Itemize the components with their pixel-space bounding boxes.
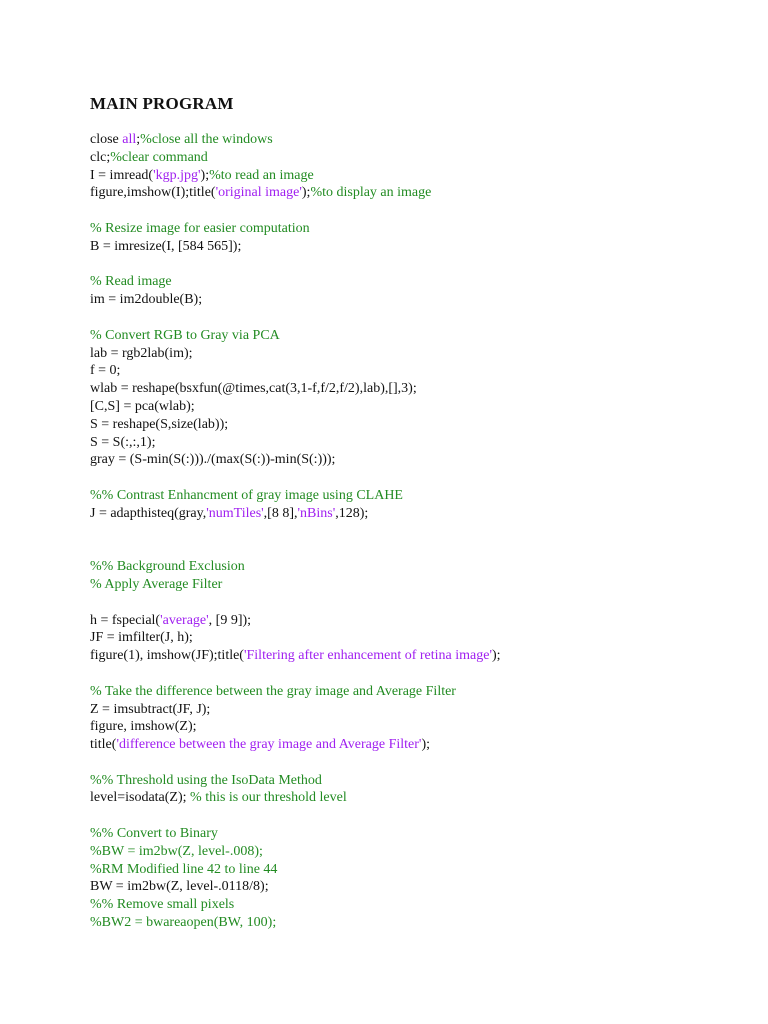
code-line	[90, 345, 501, 363]
code-comment: % Resize image for easier computation	[90, 220, 310, 236]
code-comment: %% Background Exclusion	[90, 559, 245, 575]
code-text: [C,S] = pca(wlab);	[90, 398, 195, 414]
code-line	[90, 736, 501, 754]
code-string: 'nBins'	[297, 505, 336, 521]
code-line	[90, 398, 501, 416]
code-text: gray = (S-min(S(:)))./(max(S(:))-min(S(:)));	[90, 452, 336, 468]
blank-line	[90, 523, 501, 541]
code-comment: %close all the windows	[140, 132, 273, 147]
code-comment: % Apply Average Filter	[90, 576, 223, 592]
page-title: MAIN PROGRAM	[90, 94, 234, 113]
code-line	[90, 843, 501, 861]
code-line	[90, 772, 501, 790]
code-text: );	[301, 185, 311, 201]
code-comment: % Read image	[90, 274, 172, 290]
code-line	[90, 789, 501, 807]
code-string: 'difference between the gray image and Average Filter'	[116, 737, 422, 753]
code-line	[90, 220, 501, 238]
code-string: 'average'	[160, 612, 209, 628]
code-text: BW = im2bw(Z, level-.0118/8);	[90, 879, 269, 895]
code-line	[90, 718, 501, 736]
code-comment: %RM Modified line 42 to line 44	[90, 861, 278, 877]
code-string: 'original image'	[215, 185, 302, 201]
code-comment: % Take the difference between the gray image and Average Filter	[90, 683, 456, 699]
code-line	[90, 416, 501, 434]
code-text: Z = imsubtract(JF, J);	[90, 701, 211, 717]
code-text: , [9 9]);	[208, 612, 252, 628]
blank-line	[90, 309, 501, 327]
code-line	[90, 612, 501, 630]
blank-line	[90, 469, 501, 487]
code-comment: %% Threshold using the IsoData Method	[90, 772, 322, 788]
code-line	[90, 273, 501, 291]
blank-line	[90, 202, 501, 220]
code-text: I = imread(	[90, 167, 154, 183]
code-line	[90, 896, 501, 914]
code-text: ,[8 8],	[263, 505, 298, 521]
code-line	[90, 184, 501, 202]
code-line	[90, 167, 501, 185]
code-line	[90, 878, 501, 896]
code-text: ;	[136, 132, 141, 147]
blank-line	[90, 665, 501, 683]
code-line	[90, 149, 501, 167]
code-comment: %% Convert to Binary	[90, 826, 218, 842]
code-text: S = reshape(S,size(lab));	[90, 416, 229, 432]
code-line	[90, 131, 501, 149]
code-string: 'kgp.jpg'	[153, 167, 201, 183]
code-line	[90, 861, 501, 879]
code-line	[90, 362, 501, 380]
code-text: close	[90, 132, 123, 147]
blank-line	[90, 754, 501, 772]
code-text: wlab = reshape(bsxfun(@times,cat(3,1-f,f/2,f/2),lab),[],3);	[90, 381, 417, 397]
code-text: figure,imshow(I);title(	[90, 185, 216, 201]
code-line	[90, 451, 501, 469]
blank-line	[90, 807, 501, 825]
code-line	[90, 558, 501, 576]
blank-line	[90, 540, 501, 558]
code-line	[90, 327, 501, 345]
code-text: clc;	[90, 149, 111, 165]
code-text: );	[491, 648, 501, 664]
code-text: ,128);	[335, 505, 369, 521]
code-comment: %to display an image	[310, 185, 432, 201]
code-comment: %BW2 = bwareaopen(BW, 100);	[90, 915, 277, 931]
code-text: im = im2double(B);	[90, 292, 203, 308]
code-text: figure(1), imshow(JF);title(	[90, 648, 244, 664]
code-line	[90, 683, 501, 701]
code-text: );	[421, 737, 430, 753]
code-line	[90, 291, 501, 309]
code-text: h = fspecial(	[90, 612, 161, 628]
code-comment: %% Contrast Enhancment of gray image using CLAHE	[90, 487, 403, 503]
blank-line	[90, 594, 501, 612]
code-line	[90, 487, 501, 505]
code-text: figure, imshow(Z);	[90, 719, 197, 735]
code-text: S = S(:,:,1);	[90, 434, 156, 450]
blank-line	[90, 256, 501, 274]
code-string: 'Filtering after enhancement of retina image'	[243, 648, 492, 664]
code-text: );	[200, 167, 210, 183]
code-comment: %BW = im2bw(Z, level-.008);	[90, 843, 263, 859]
code-listing	[90, 131, 501, 932]
code-line	[90, 701, 501, 719]
code-line	[90, 238, 501, 256]
code-text: lab = rgb2lab(im);	[90, 345, 193, 361]
code-line	[90, 380, 501, 398]
code-line	[90, 647, 501, 665]
code-comment: %to read an image	[209, 167, 314, 183]
code-comment: %% Remove small pixels	[90, 897, 235, 913]
code-line	[90, 629, 501, 647]
code-comment: %clear command	[110, 149, 208, 165]
code-text: level=isodata(Z);	[90, 790, 191, 806]
code-text: title(	[90, 737, 117, 753]
code-line	[90, 434, 501, 452]
code-line	[90, 505, 501, 523]
code-line	[90, 576, 501, 594]
code-comment: % this is our threshold level	[190, 790, 347, 806]
code-line	[90, 914, 501, 932]
code-text: B = imresize(I, [584 565]);	[90, 238, 242, 254]
code-line	[90, 825, 501, 843]
code-text: JF = imfilter(J, h);	[90, 630, 193, 646]
code-string: all	[122, 132, 137, 147]
code-text: J = adapthisteq(gray,	[90, 505, 207, 521]
code-string: 'numTiles'	[206, 505, 264, 521]
code-comment: % Convert RGB to Gray via PCA	[90, 327, 280, 343]
code-text: f = 0;	[90, 363, 121, 379]
